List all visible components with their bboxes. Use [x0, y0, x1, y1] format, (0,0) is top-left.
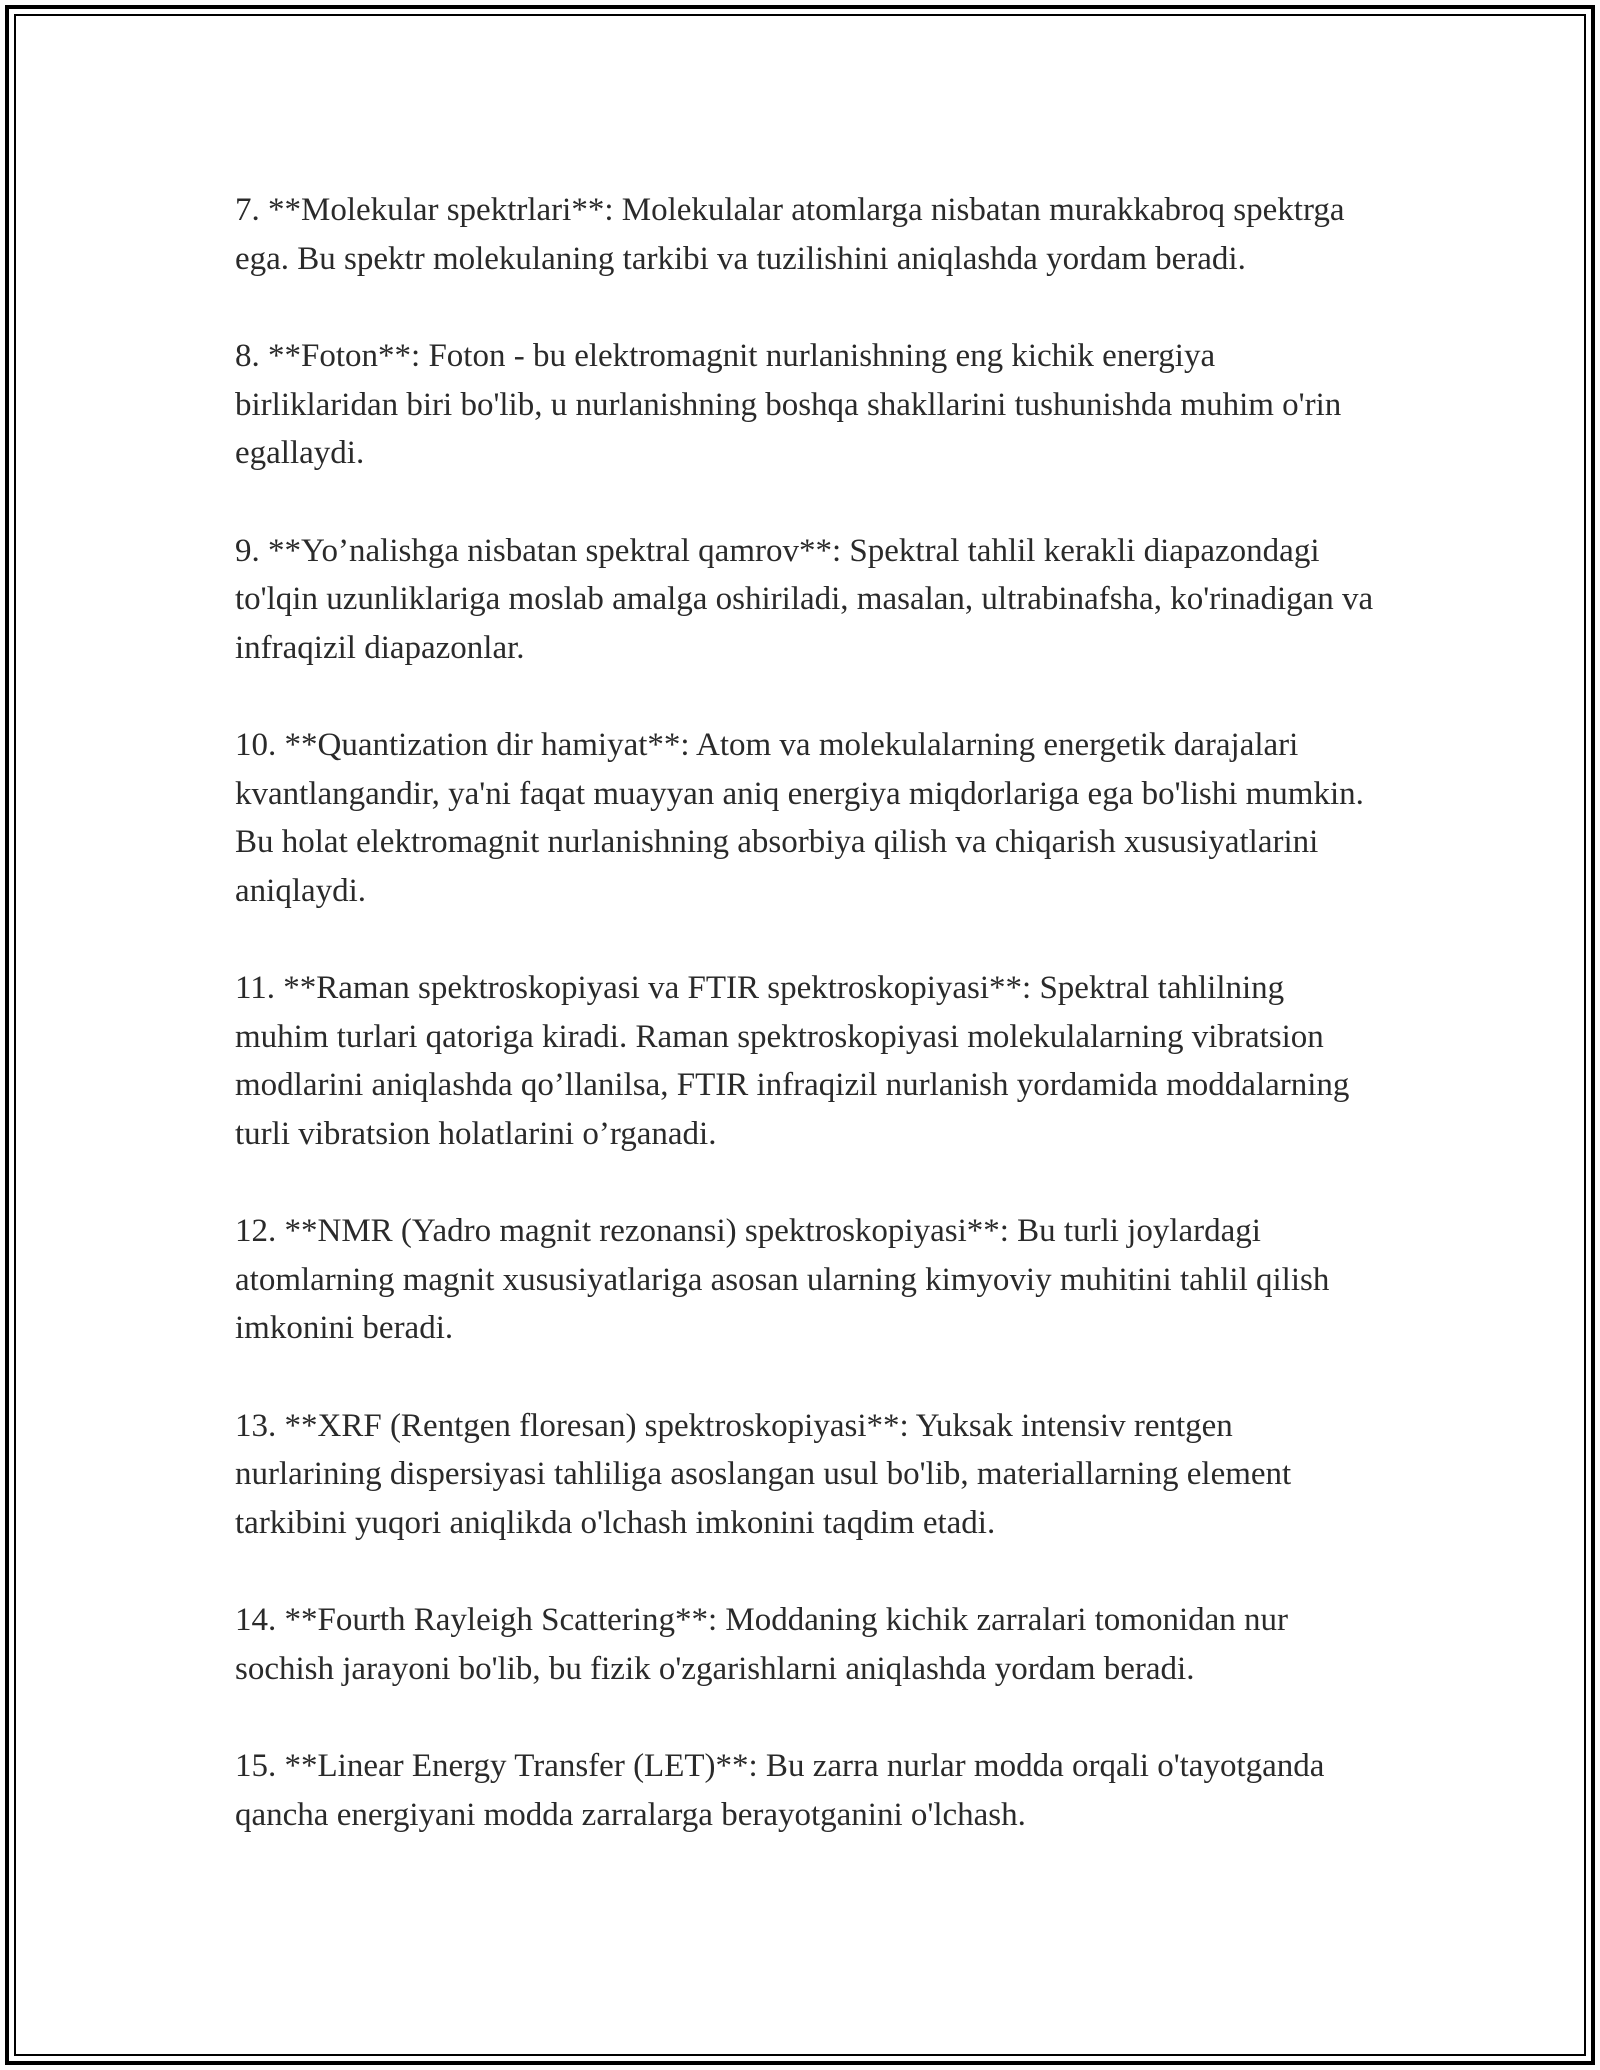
- paragraph-item-9: 9. **Yo’nalishga nisbatan spektral qamrov**: Spektral tahlil kerakli diapazondagi to'lqin uzunliklariga moslab amalga oshiriladi, masalan, ultrabinafsha, ko'rinadigan va infraqizil diapazonlar.: [235, 532, 1374, 666]
- paragraph-item-11: 11. **Raman spektroskopiyasi va FTIR spektroskopiyasi**: Spektral tahlilning muhim turlari qatoriga kiradi. Raman spektroskopiyasi molekulalarning vibratsion modlarini aniqlashda qo’llanilsa, FTIR infraqizil nurlanish yordamida moddalarning turli vibratsion holatlarini o’rganadi.: [235, 970, 1350, 1152]
- paragraph-item-10: 10. **Quantization dir hamiyat**: Atom va molekulalarning energetik darajalari kvantlangandir, ya'ni faqat muayyan aniq energiya miqdorlariga ega bo'lishi mumkin. Bu holat elektromagnit nurlanishning absorbiya qilish va chiqarish xususiyatlarini aniqlaydi.: [235, 727, 1364, 909]
- paragraph-item-14: 14. **Fourth Rayleigh Scattering**: Moddaning kichik zarralari tomonidan nur sochish jarayoni bo'lib, bu fizik o'zgarishlarni aniqlashda yordam beradi.: [235, 1602, 1289, 1687]
- paragraph-item-13: 13. **XRF (Rentgen floresan) spektroskopiyasi**: Yuksak intensiv rentgen nurlarining dispersiyasi tahliliga asoslangan usul bo'lib, materiallarning element tarkibini yuqori aniqlikda o'lchash imkonini taqdim etadi.: [235, 1407, 1292, 1541]
- paragraph-item-7: 7. **Molekular spektrlari**: Molekulalar atomlarga nisbatan murakkabroq spektrga ega. Bu spektr molekulaning tarkibi va tuzilishini aniqlashda yordam beradi.: [235, 192, 1345, 277]
- paragraph-item-12: 12. **NMR (Yadro magnit rezonansi) spektroskopiyasi**: Bu turli joylardagi atomlarning magnit xususiyatlariga asosan ularning kimyoviy muhitini tahlil qilish imkonini beradi.: [235, 1213, 1330, 1346]
- paragraph-item-15: 15. **Linear Energy Transfer (LET)**: Bu zarra nurlar modda orqali o'tayotganda qancha energiyani modda zarralarga berayotganini o'lchash.: [235, 1748, 1325, 1833]
- paragraph-item-8: 8. **Foton**: Foton - bu elektromagnit nurlanishning eng kichik energiya birliklaridan biri bo'lib, u nurlanishning boshqa shakllarini tushunishda muhim o'rin egallaydi.: [235, 338, 1342, 471]
- document-body: [235, 186, 1375, 1888]
